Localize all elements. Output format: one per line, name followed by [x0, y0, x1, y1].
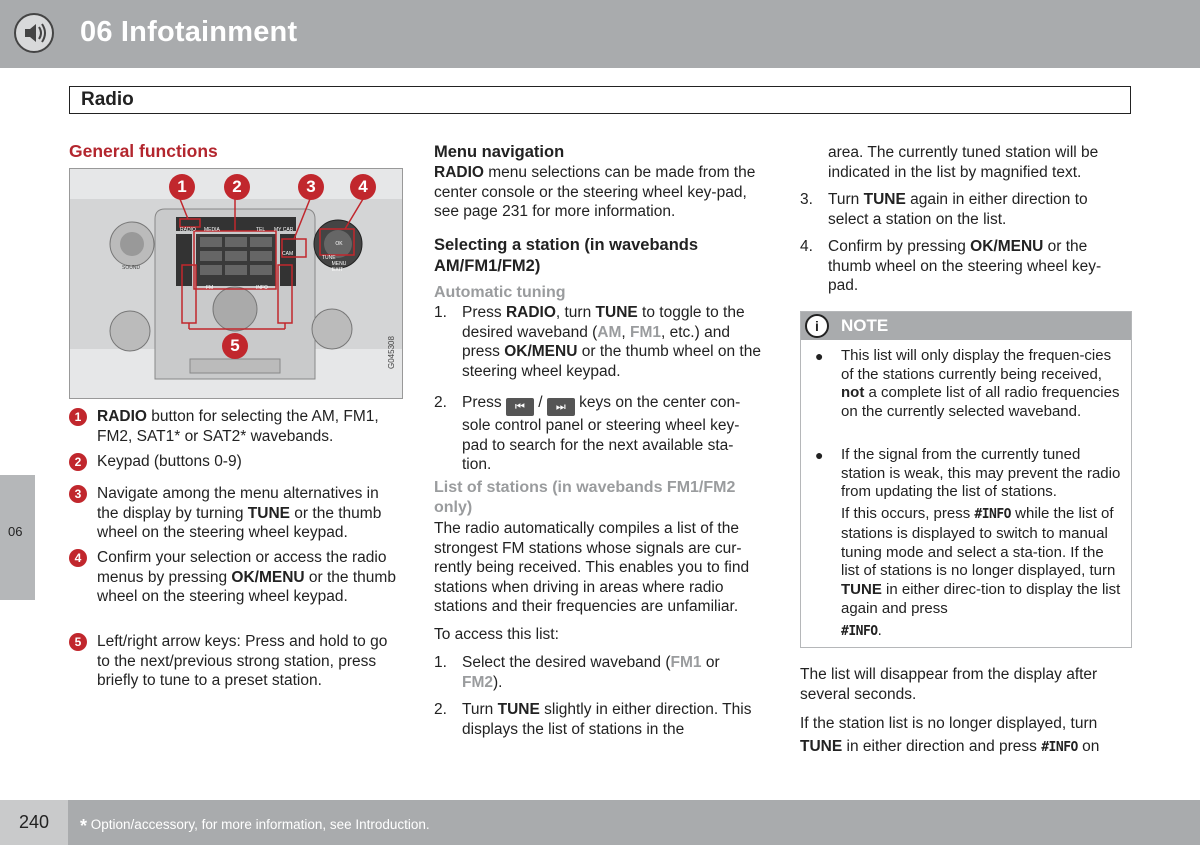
note-bullet-1 — [841, 347, 1123, 422]
ls1-c: ). — [493, 673, 503, 691]
nb2-info-line — [841, 622, 1123, 642]
radio-console-figure — [69, 168, 403, 399]
label-mycar: MY CAR — [274, 227, 294, 233]
callout-number-4: 4 — [69, 549, 87, 567]
menu-navigation-text — [434, 163, 769, 222]
callout-item-5 — [69, 632, 399, 692]
callout-number-3: 3 — [69, 485, 87, 503]
step-number: 1. — [434, 654, 447, 671]
label-exit: EXIT — [332, 267, 344, 273]
footnote-marker: * — [80, 816, 88, 836]
nb1-c: a complete list of all radio frequencies on the currently selected waveband. — [841, 384, 1120, 421]
label-cam: CAM — [282, 251, 294, 257]
s1-d: to toggle to the desired waveband ( — [462, 304, 745, 341]
callout-number-1: 1 — [69, 408, 87, 426]
info-button-icon: #INFO — [1041, 740, 1078, 755]
label-media: MEDIA — [204, 227, 220, 233]
label-tune: TUNE — [322, 255, 336, 261]
label-ok-menu: OK MENU — [331, 241, 347, 267]
menu-navigation-heading: Menu navigation — [434, 143, 565, 161]
menu-nav-body: menu selections can be made from the center console or the steering wheel key-pad, see page 231 for more information. — [434, 164, 756, 220]
item-5-text: Left/right arrow keys: Press and hold to go to the next/previous strong station, press briefly to tune to a preset station. — [97, 633, 388, 689]
callout-1: 1 — [169, 174, 195, 200]
p2-tune: TUNE — [800, 738, 843, 755]
rs3-tune: TUNE — [863, 191, 906, 208]
ls1-a: Select the desired waveband ( — [462, 654, 671, 671]
callout-item-3 — [69, 484, 399, 544]
chapter-title: 06 Infotainment — [80, 16, 298, 48]
info-icon: i — [805, 314, 829, 338]
rs3-a: Turn — [828, 191, 864, 208]
s1-e: , — [621, 323, 631, 341]
callout-3: 3 — [298, 174, 324, 200]
s1-f: , etc.) and press — [462, 323, 730, 360]
previous-key-icon: ⏮ — [506, 398, 534, 416]
p2-c: in either direction and press — [842, 738, 1042, 755]
nb2-f: . — [877, 622, 882, 640]
info-button-icon: #INFO — [841, 624, 878, 640]
item-4-pre: Confirm your selection or access the radio menus by pressing — [97, 549, 387, 586]
next-key-icon: ⏭ — [547, 398, 575, 416]
callout-number-2: 2 — [69, 453, 87, 471]
note-title: NOTE — [841, 316, 889, 335]
step-number: 1. — [434, 304, 447, 321]
ls2-c: slightly in either direction. This displays the list of stations in the — [462, 701, 752, 738]
p2-a: If the station list is no longer displayed, turn — [800, 715, 1098, 732]
nb2-second-para — [841, 505, 1123, 618]
footnote — [80, 815, 430, 837]
rs4-c: or the thumb wheel on the steering wheel key-pad. — [828, 238, 1102, 294]
side-tab-label: 06 — [8, 524, 23, 539]
callout-item-4 — [69, 548, 399, 628]
note-header — [801, 312, 1131, 340]
callout-item-1 — [69, 407, 399, 447]
label-tel: TEL — [256, 227, 266, 233]
ls1-b: or — [701, 654, 720, 671]
item-1-text: button for selecting the AM, FM1, FM2, SAT1* or SAT2* wavebands. — [97, 408, 379, 445]
item-3-post: or the thumb wheel on the steering wheel keypad. — [97, 504, 382, 541]
s1-a: Press — [462, 304, 506, 321]
list-disappear-para: The list will disappear from the display after several seconds. — [800, 666, 1098, 703]
rs4-a: Confirm by pressing — [828, 238, 971, 255]
page-number: 240 — [0, 800, 68, 845]
nb1-not: not — [841, 384, 865, 402]
chapter-side-tab — [0, 475, 35, 600]
nb2-tune: TUNE — [841, 580, 882, 598]
callout-4: 4 — [350, 174, 376, 200]
step-number: 2. — [434, 394, 447, 411]
item-4-post: or the thumb wheel on the steering wheel keypad. — [97, 568, 396, 605]
figure-code: G045308 — [387, 336, 396, 369]
step-number: 3. — [800, 191, 813, 208]
callout-item-2 — [69, 452, 399, 474]
nb2-c: while the list of stations is displayed to switch to manual tuning mode and select a sta-tion. If the list of stations is no longer displayed, turn — [841, 505, 1116, 580]
list-of-stations-heading: List of stations (in wavebands FM1/FM2 only) — [434, 479, 736, 516]
nb2-e: in either direc-tion to display the list again and press — [841, 580, 1121, 617]
list-step-1 — [434, 653, 769, 693]
chapter-icon-box — [0, 0, 68, 68]
rs4-okmenu: OK/MENU — [970, 238, 1044, 255]
continued-text: area. The currently tuned station will be indicated in the list by magnified text. — [828, 144, 1099, 181]
s1-fm1: FM1 — [630, 323, 662, 341]
item-2-text: Keypad (buttons 0-9) — [97, 453, 242, 470]
note-bullet-2 — [841, 446, 1123, 642]
speaker-icon — [14, 13, 54, 53]
label-fm: FM — [206, 285, 214, 291]
item-3-pre: Navigate among the menu alternatives in the display by turning — [97, 485, 379, 522]
step-number: 4. — [800, 238, 813, 255]
nb2-a: If the signal from the currently tuned station is weak, this may prevent the radio from updating the list of stations. — [841, 446, 1121, 501]
auto-step-1 — [434, 303, 769, 383]
section-title: Radio — [81, 89, 134, 110]
item-4-bold: OK/MENU — [231, 568, 305, 586]
list-of-stations-para: The radio automatically compiles a list of the strongest FM stations whose signals are cur-rently being received. This enables you to find stations when driving in areas where radio stations and their frequencies are unfamiliar. — [434, 520, 750, 615]
s2-a: Press — [462, 394, 506, 411]
rs3-c: again in either direction to select a station on the list. — [828, 191, 1088, 228]
list-step-4 — [800, 237, 1130, 297]
general-functions-heading: General functions — [69, 141, 218, 161]
item-3-bold: TUNE — [247, 504, 290, 522]
s1-tune: TUNE — [595, 304, 638, 321]
s1-c: , turn — [555, 304, 596, 321]
bullet-dot: ● — [815, 348, 824, 364]
label-sound: SOUND — [122, 265, 141, 271]
s1-okmenu: OK/MENU — [504, 343, 578, 360]
list-step-2 — [434, 700, 769, 740]
label-info: INFO — [256, 285, 268, 291]
ls2-a: Turn — [462, 701, 498, 718]
s1-g: or the thumb wheel on the steering wheel keypad. — [462, 343, 761, 380]
bullet-dot: ● — [815, 447, 824, 463]
automatic-tuning-heading: Automatic tuning — [434, 284, 566, 301]
list-step-3 — [800, 190, 1130, 230]
ls1-fm2: FM2 — [462, 673, 493, 691]
note-box — [800, 311, 1132, 648]
access-list-para: To access this list: — [434, 626, 559, 643]
nb2-b: If this occurs, press — [841, 505, 975, 523]
radio-bold: RADIO — [97, 408, 147, 425]
auto-step-2 — [434, 393, 769, 473]
step-number: 2. — [434, 701, 447, 718]
list-not-displayed-para — [800, 712, 1130, 759]
ls2-tune: TUNE — [497, 701, 540, 718]
s2-b: keys on the center con-sole control panel or steering wheel key-pad to search for the next available sta-tion. — [462, 394, 741, 473]
footnote-text: Option/accessory, for more information, see Introduction. — [90, 817, 430, 832]
callout-2: 2 — [224, 174, 250, 200]
selecting-station-heading: Selecting a station (in wavebands AM/FM1/FM2) — [434, 236, 699, 275]
label-radio: RADIO — [180, 227, 196, 233]
ls1-fm1: FM1 — [670, 654, 702, 671]
s1-radio: RADIO — [505, 304, 556, 321]
menu-nav-bold: RADIO — [434, 164, 484, 181]
s2-sep: / — [533, 394, 547, 411]
s1-am: AM — [597, 323, 622, 341]
callout-number-5: 5 — [69, 633, 87, 651]
info-button-icon: #INFO — [974, 507, 1012, 523]
nb1-a: This list will only display the frequen-cies of the stations currently being received, — [841, 347, 1112, 383]
section-title-box — [69, 86, 1131, 114]
p2-d: on — [1077, 738, 1100, 755]
callout-5: 5 — [222, 333, 248, 359]
